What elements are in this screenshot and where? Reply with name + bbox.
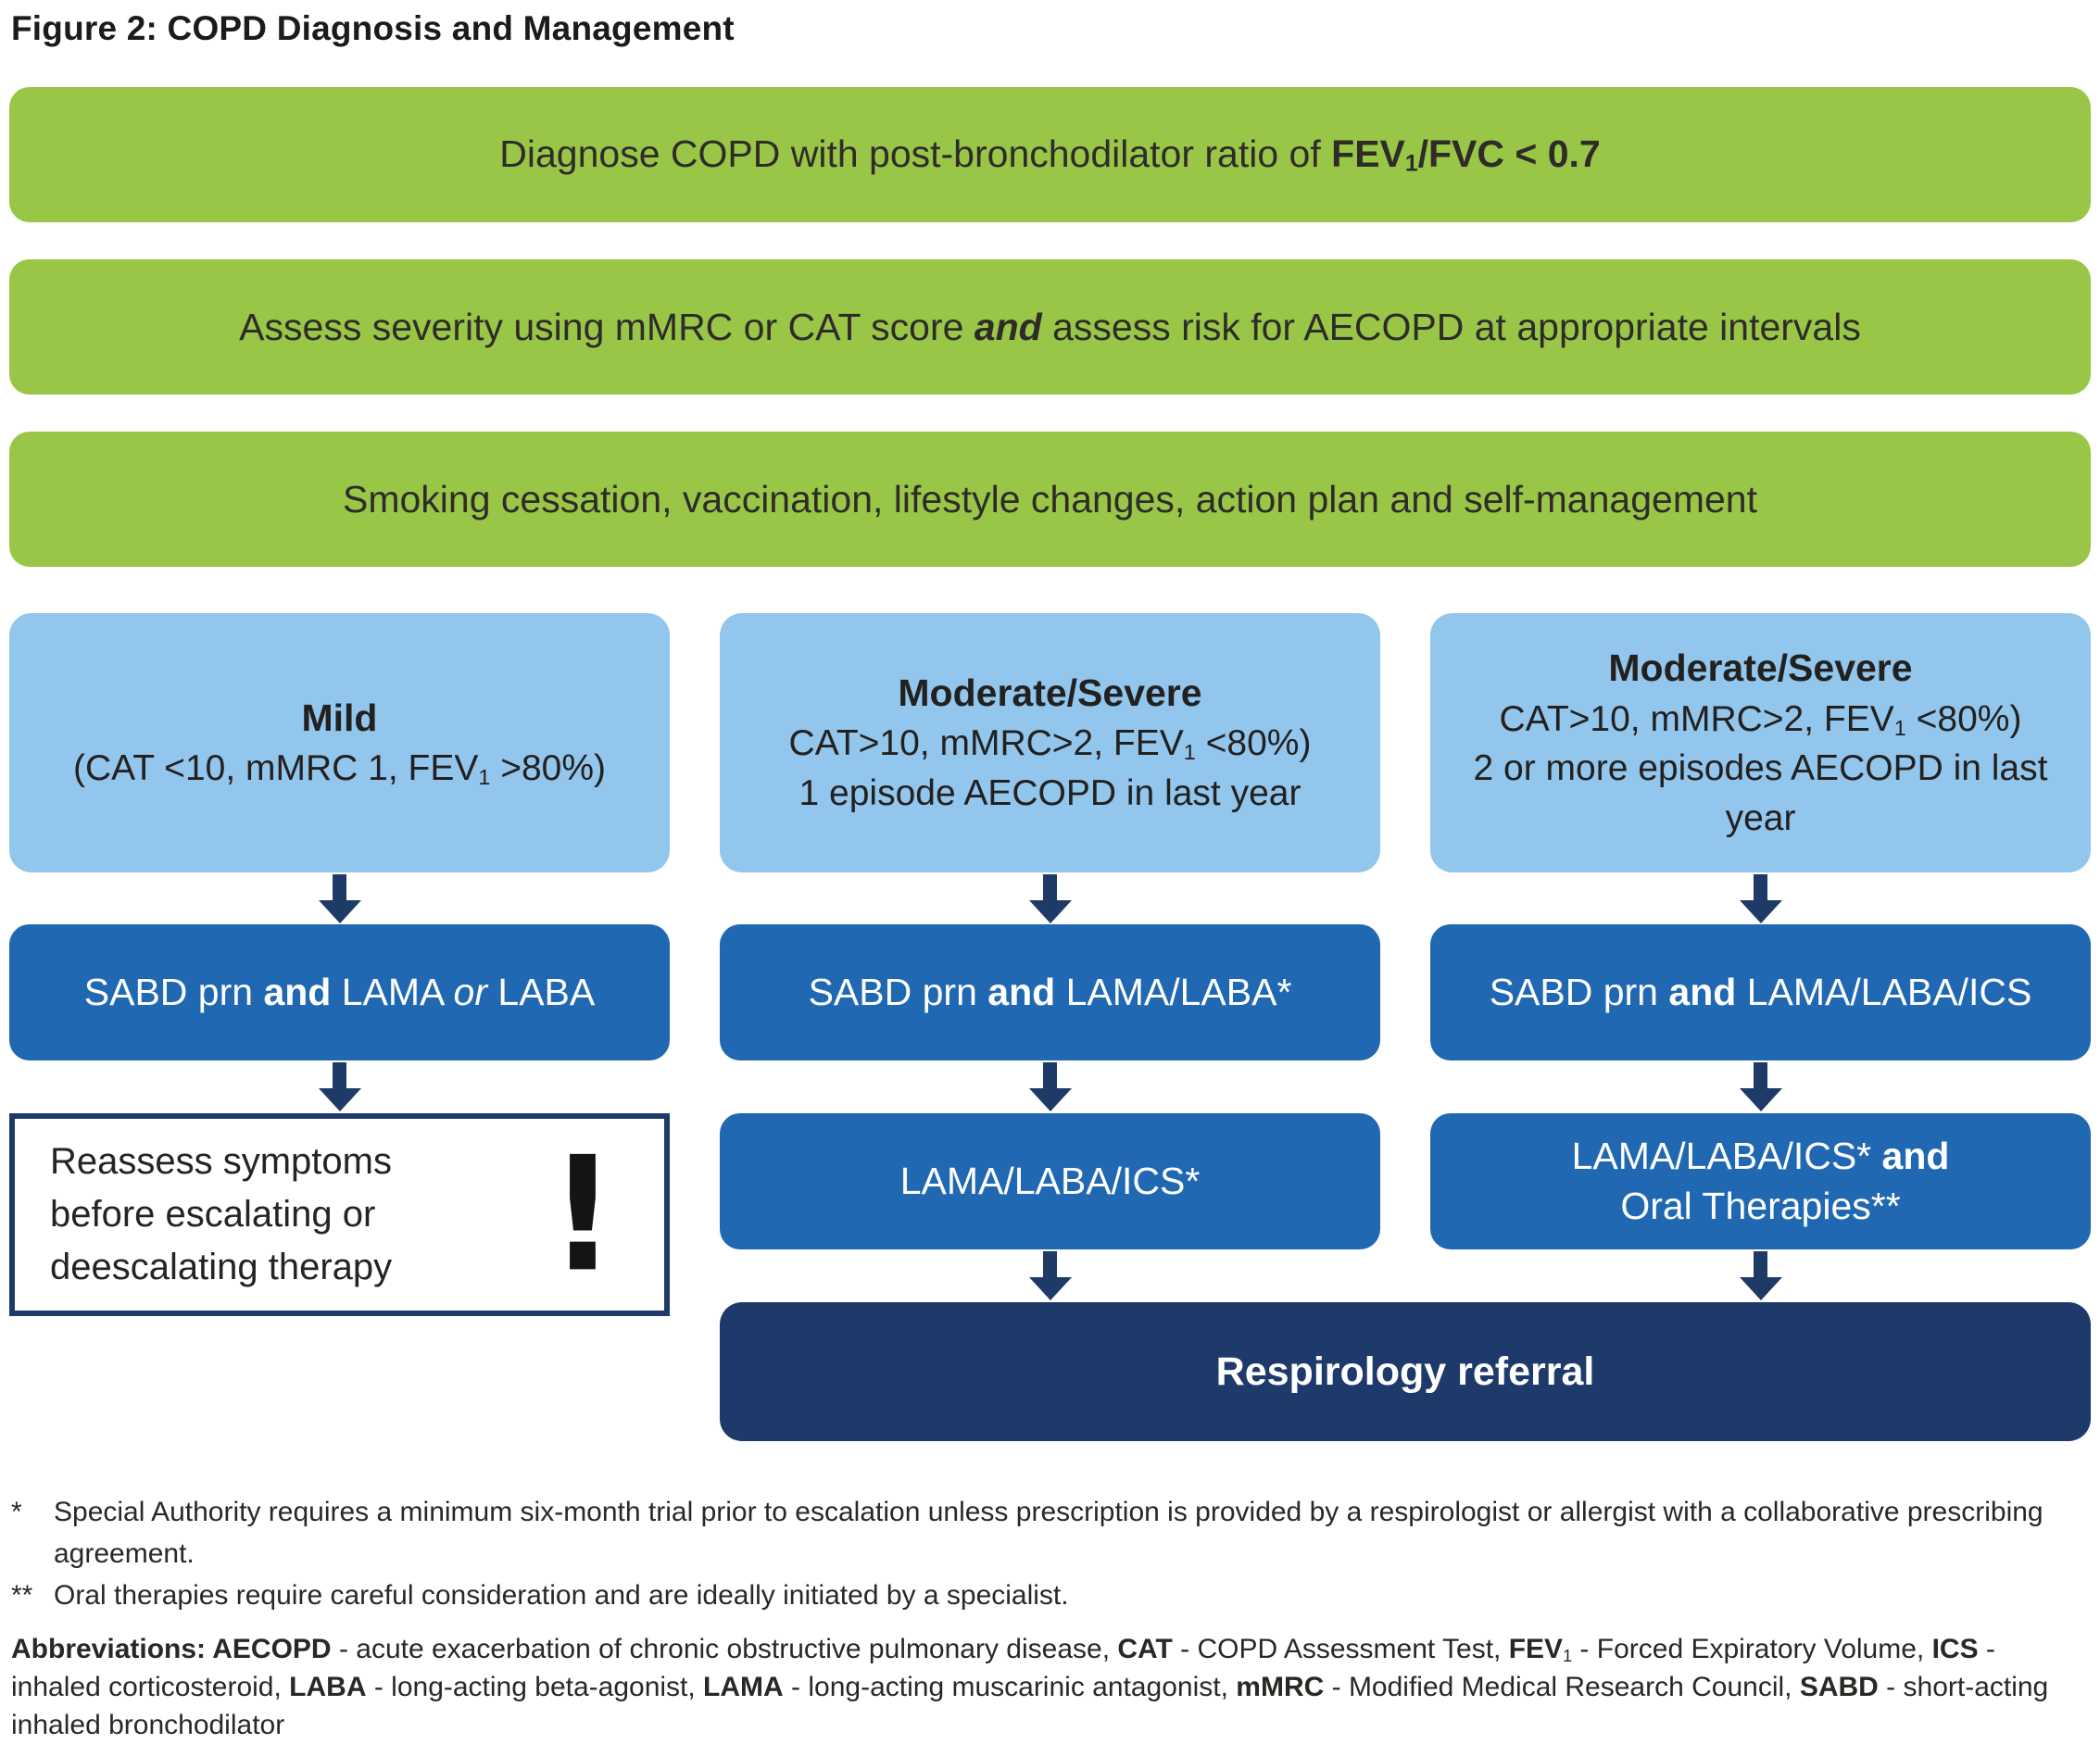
flowchart-grid xyxy=(9,613,2091,1441)
footnote-marker: * xyxy=(11,1497,22,1527)
arrow-cell xyxy=(720,872,1380,924)
severity-criteria-moderate-1: CAT>10, mMRC>2, FEV1 <80%) xyxy=(788,723,1312,765)
severity-heading-mild: Mild xyxy=(301,696,378,739)
diagnose-bar-text: Diagnose COPD with post-bronchodilator ratio of FEV1/FVC < 0.7 xyxy=(499,132,1601,177)
treatment-box-mild xyxy=(9,924,670,1060)
down-arrow-icon xyxy=(319,874,361,923)
arrow-cell xyxy=(9,872,670,924)
reassess-line: deescalating therapy xyxy=(50,1246,393,1287)
treatment-text-mild: SABD prn and LAMA or LABA xyxy=(83,970,596,1013)
treatment-box-moderate-1 xyxy=(720,924,1380,1060)
footnote-marker: ** xyxy=(11,1580,33,1611)
treatment-text-moderate-1: SABD prn and LAMA/LABA* xyxy=(808,970,1292,1013)
severity-box-moderate-1 xyxy=(720,613,1380,872)
down-arrow-icon xyxy=(1029,1062,1072,1111)
severity-heading-moderate-2: Moderate/Severe xyxy=(1608,646,1913,689)
arrow-stem xyxy=(1754,1062,1767,1088)
severity-heading-moderate-1: Moderate/Severe xyxy=(898,671,1202,714)
severity-criteria-moderate-2: CAT>10, mMRC>2, FEV1 <80%) xyxy=(1499,698,2022,740)
arrow-cell xyxy=(1430,1249,2091,1302)
arrow-head xyxy=(1029,1277,1072,1300)
severity-box-mild xyxy=(9,613,670,872)
reassess-text xyxy=(50,1135,392,1293)
escalation-box-moderate-2 xyxy=(1430,1113,2091,1249)
footnotes-section xyxy=(11,1491,2087,1616)
down-arrow-icon xyxy=(1740,874,1782,923)
arrow-head xyxy=(319,900,361,923)
arrow-head xyxy=(1740,900,1782,923)
top-bars-section xyxy=(9,87,2091,567)
arrow-stem xyxy=(1043,1062,1057,1088)
arrow-cell xyxy=(9,1060,670,1113)
diagnose-bar xyxy=(9,87,2091,222)
footnote-text: Oral therapies require careful consideration and are ideally initiated by a specialist. xyxy=(54,1580,1069,1611)
arrow-head xyxy=(1740,1277,1782,1300)
escalation-text-moderate-1: LAMA/LABA/ICS* xyxy=(899,1159,1201,1202)
treatment-box-moderate-2 xyxy=(1430,924,2091,1060)
reassess-warning-box xyxy=(9,1113,670,1316)
assess-severity-bar-text: Assess severity using mMRC or CAT score and assess risk for AECOPD at appropriate intervals xyxy=(239,305,1861,348)
severity-box-moderate-2 xyxy=(1430,613,2091,872)
arrow-head xyxy=(1740,1088,1782,1111)
footnote-special-authority xyxy=(11,1491,2087,1575)
treatment-text-moderate-2: SABD prn and LAMA/LABA/ICS xyxy=(1489,970,2032,1013)
escalation-text-moderate-2-line2: Oral Therapies** xyxy=(1620,1184,1901,1227)
down-arrow-icon xyxy=(1740,1251,1782,1300)
down-arrow-icon xyxy=(1740,1062,1782,1111)
severity-episodes-moderate-1: 1 episode AECOPD in last year xyxy=(799,773,1301,814)
respirology-referral-label: Respirology referral xyxy=(1215,1349,1595,1394)
figure-title: Figure 2: COPD Diagnosis and Management xyxy=(11,9,735,47)
down-arrow-icon xyxy=(319,1062,361,1111)
reassess-line: Reassess symptoms xyxy=(50,1141,392,1183)
arrow-head xyxy=(1029,1088,1072,1111)
arrow-stem xyxy=(1043,1251,1057,1277)
arrow-cell xyxy=(720,1060,1380,1113)
arrow-stem xyxy=(333,874,346,900)
arrow-stem xyxy=(333,1062,346,1088)
arrow-cell xyxy=(720,1249,1380,1302)
down-arrow-icon xyxy=(1029,874,1072,923)
arrow-stem xyxy=(1043,874,1057,900)
footnote-text: Special Authority requires a minimum six-month trial prior to escalation unless prescription is provided by a respirologist or allergist with a collaborative prescribing agreement. xyxy=(54,1497,2043,1569)
footnote-oral-therapies xyxy=(11,1575,2087,1616)
arrow-cell xyxy=(1430,872,2091,924)
down-arrow-icon xyxy=(1029,1251,1072,1300)
respirology-referral-box xyxy=(720,1302,2091,1441)
arrow-head xyxy=(319,1088,361,1111)
arrow-cell xyxy=(1430,1060,2091,1113)
reassess-line: before escalating or xyxy=(50,1194,376,1236)
arrow-stem xyxy=(1754,874,1767,900)
abbreviations-paragraph: Abbreviations: AECOPD - acute exacerbation of chronic obstructive pulmonary disease, CAT - COPD Assessment Test, FEV1 - Forced Expiratory Volume, ICS - inhaled corticosteroid, LABA - long-acting beta-agonist, LAMA - long-acting muscarinic antagonist, mMRC - Modified Medical Research Council, SABD - short-acting inhaled bronchodilator xyxy=(11,1634,2049,1740)
arrow-head xyxy=(1029,900,1072,923)
lifestyle-bar-text: Smoking cessation, vaccination, lifestyle changes, action plan and self-management xyxy=(343,477,1757,521)
severity-episodes-moderate-2: 2 or more episodes AECOPD in last year xyxy=(1473,748,2048,839)
assess-severity-bar xyxy=(9,259,2091,395)
arrow-stem xyxy=(1754,1251,1767,1277)
exclamation-icon: ! xyxy=(548,1123,616,1307)
escalation-box-moderate-1 xyxy=(720,1113,1380,1249)
escalation-text-moderate-2-line1: LAMA/LABA/ICS* and xyxy=(1571,1135,1950,1178)
lifestyle-bar xyxy=(9,432,2091,567)
severity-criteria-mild: (CAT <10, mMRC 1, FEV1 >80%) xyxy=(72,748,607,790)
